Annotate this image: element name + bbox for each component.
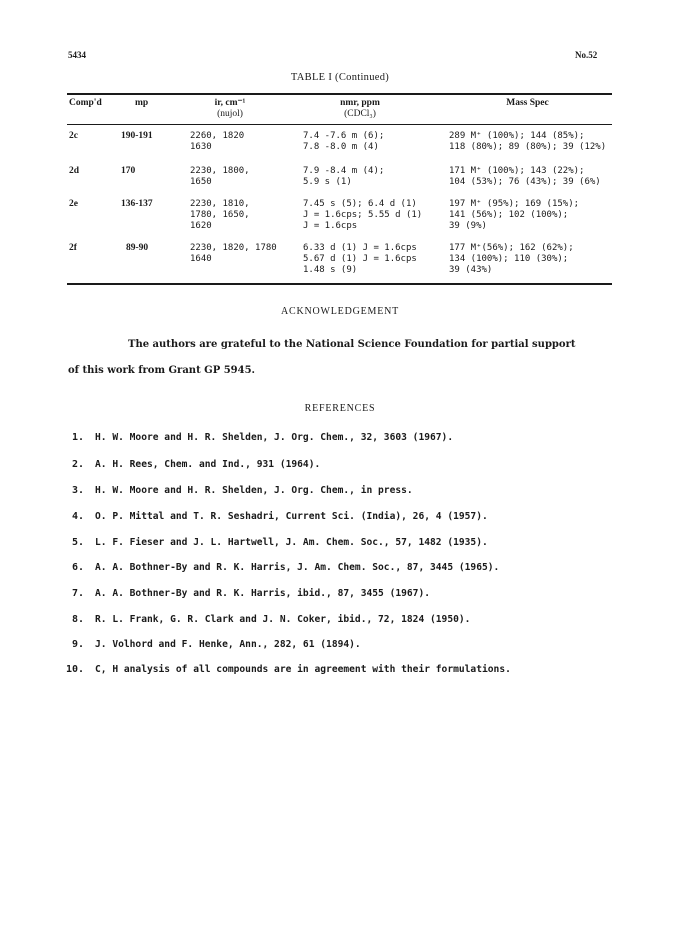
col-header-mass-spec: Mass Spec	[506, 98, 549, 108]
table-cell-ir: 2230, 1820, 1780 1640	[190, 243, 277, 264]
table-header-rule	[67, 124, 612, 125]
table-cell-mass-spec: 171 M⁺ (100%); 143 (22%); 104 (53%); 76 (43%); 39 (6%)	[449, 166, 601, 187]
table-top-rule	[67, 93, 612, 95]
table-cell-mp: 89-90	[126, 243, 149, 253]
col-header-ir: ir, cm⁻¹	[214, 98, 246, 108]
acknowledgement-line: of this work from Grant GP 5945.	[68, 365, 256, 376]
reference-text: A. A. Bothner-By and R. K. Harris, ibid., 87, 3455 (1967).	[95, 588, 431, 599]
reference-number: 8.	[72, 614, 85, 625]
references-heading: REFERENCES	[304, 403, 376, 414]
table-cell-mass-spec: 177 M⁺(56%); 162 (62%); 134 (100%); 110 (30%); 39 (43%)	[449, 243, 574, 275]
reference-number: 3.	[72, 485, 85, 496]
reference-number: 6.	[72, 562, 85, 573]
table-cell-compound: 2c	[69, 131, 78, 141]
table-cell-ir: 2260, 1820 1630	[190, 131, 245, 152]
table-cell-ir: 2230, 1810, 1780, 1650, 1620	[190, 199, 250, 231]
col-header-mp: mp	[135, 98, 149, 108]
reference-text: J. Volhord and F. Henke, Ann., 282, 61 (1894).	[95, 639, 361, 650]
table-cell-compound: 2f	[69, 243, 77, 253]
reference-text: O. P. Mittal and T. R. Seshadri, Current Sci. (India), 26, 4 (1957).	[95, 511, 488, 522]
reference-text: C, H analysis of all compounds are in agreement with their formulations.	[95, 664, 511, 675]
reference-text: L. F. Fieser and J. L. Hartwell, J. Am. Chem. Soc., 57, 1482 (1935).	[95, 537, 488, 548]
acknowledgement-line: The authors are grateful to the National Science Foundation for partial support	[128, 339, 576, 350]
reference-text: H. W. Moore and H. R. Shelden, J. Org. Chem., in press.	[95, 485, 413, 496]
reference-number: 10.	[66, 664, 85, 675]
col-header-compound: Comp'd	[69, 98, 102, 108]
acknowledgement-heading: ACKNOWLEDGEMENT	[280, 306, 400, 317]
reference-text: A. H. Rees, Chem. and Ind., 931 (1964).	[95, 459, 321, 470]
col-header-nmr: nmr, ppm	[340, 98, 380, 108]
table-cell-mp: 136-137	[121, 199, 153, 209]
table-cell-nmr: 7.9 -8.4 m (4); 5.9 s (1)	[303, 166, 385, 187]
table-cell-mp: 170	[121, 166, 136, 176]
reference-text: H. W. Moore and H. R. Shelden, J. Org. Chem., 32, 3603 (1967).	[95, 432, 454, 443]
reference-number: 7.	[72, 588, 85, 599]
table-cell-nmr: 6.33 d (1) J = 1.6cps 5.67 d (1) J = 1.6cps 1.48 s (9)	[303, 243, 417, 275]
reference-text: R. L. Frank, G. R. Clark and J. N. Coker, ibid., 72, 1824 (1950).	[95, 614, 471, 625]
reference-number: 1.	[72, 432, 85, 443]
table-cell-mass-spec: 197 M⁺ (95%); 169 (15%); 141 (56%); 102 (100%); 39 (9%)	[449, 199, 580, 231]
table-cell-nmr: 7.45 s (5); 6.4 d (1) J = 1.6cps; 5.55 d (1) J = 1.6cps	[303, 199, 423, 231]
issue-number: No.52	[575, 50, 598, 60]
table-cell-nmr: 7.4 -7.6 m (6); 7.8 -8.0 m (4)	[303, 131, 385, 152]
reference-number: 5.	[72, 537, 85, 548]
reference-number: 4.	[72, 511, 85, 522]
reference-number: 9.	[72, 639, 85, 650]
col-header-nmr-solvent: (CDCl₃)	[344, 109, 376, 119]
table-title: TABLE I (Continued)	[290, 72, 390, 83]
col-header-ir-solvent: (nujol)	[217, 109, 243, 119]
table-cell-compound: 2d	[69, 166, 80, 176]
table-cell-compound: 2e	[69, 199, 78, 209]
table-cell-mass-spec: 289 M⁺ (100%); 144 (85%); 118 (80%); 89 (80%); 39 (12%)	[449, 131, 607, 152]
table-cell-mp: 190-191	[121, 131, 153, 141]
page-number: 5434	[68, 50, 86, 60]
reference-text: A. A. Bothner-By and R. K. Harris, J. Am. Chem. Soc., 87, 3445 (1965).	[95, 562, 500, 573]
reference-number: 2.	[72, 459, 85, 470]
table-bottom-rule	[67, 283, 612, 285]
table-cell-ir: 2230, 1800, 1650	[190, 166, 250, 187]
